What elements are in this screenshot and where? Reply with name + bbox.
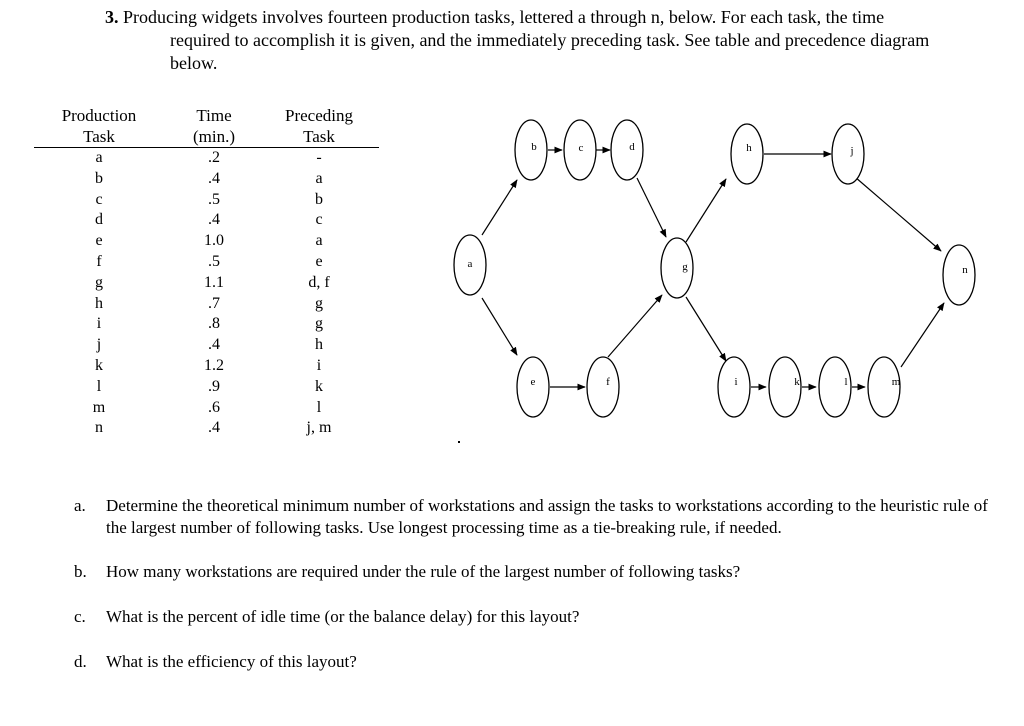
cell-task: n bbox=[95, 419, 103, 437]
node-label-b: b bbox=[531, 141, 537, 153]
cell-task: a bbox=[95, 149, 103, 166]
node-f bbox=[587, 357, 619, 417]
cell-task: e bbox=[95, 232, 103, 250]
question-text: What is the percent of idle time (or the balance delay) for this layout? bbox=[106, 607, 580, 626]
header-text: Task bbox=[83, 127, 115, 146]
node-label-j: j bbox=[850, 145, 854, 157]
table-row bbox=[34, 294, 379, 315]
problem-number: 3. bbox=[105, 7, 119, 27]
question-d bbox=[70, 651, 1000, 673]
question-text: What is the efficiency of this layout? bbox=[106, 652, 357, 671]
header-text: Production bbox=[61, 106, 137, 125]
cell-task: j bbox=[96, 336, 102, 354]
table-row bbox=[34, 314, 379, 335]
cell-preceding: c bbox=[315, 211, 323, 229]
cell-preceding: d, f bbox=[308, 273, 330, 291]
table-row bbox=[34, 148, 379, 169]
cell-time: .8 bbox=[208, 315, 220, 333]
precedence-diagram bbox=[440, 105, 985, 435]
node-label-c: c bbox=[578, 142, 584, 154]
node-label-i: i bbox=[734, 376, 738, 388]
cell-time: .4 bbox=[208, 211, 220, 229]
cell-task: m bbox=[92, 398, 106, 416]
cell-task: l bbox=[96, 377, 102, 395]
cell-preceding: j, m bbox=[306, 419, 332, 437]
cell-preceding: i bbox=[316, 356, 322, 374]
cell-task: i bbox=[96, 315, 102, 333]
header-production-task bbox=[34, 105, 164, 147]
table-header bbox=[34, 105, 379, 148]
node-n bbox=[943, 245, 975, 305]
table-body bbox=[34, 148, 379, 439]
header-text: Task bbox=[303, 127, 335, 146]
cell-preceding: h bbox=[315, 336, 323, 354]
table-row bbox=[34, 356, 379, 377]
node-label-d: d bbox=[629, 141, 635, 153]
table-row bbox=[34, 398, 379, 419]
node-label-a: a bbox=[467, 258, 473, 270]
table-row bbox=[34, 335, 379, 356]
cell-time: .7 bbox=[208, 294, 220, 312]
diagram-node-labels bbox=[468, 141, 969, 388]
cell-preceding: l bbox=[316, 398, 322, 416]
node-label-g: g bbox=[682, 261, 688, 273]
cell-time: .4 bbox=[208, 419, 220, 437]
arrow-g-i bbox=[686, 297, 726, 361]
problem-line-2: required to accomplish it is given, and the immediately preceding task. See table and precedence diagram bbox=[170, 30, 930, 50]
node-label-f: f bbox=[606, 376, 610, 388]
stray-dot bbox=[458, 441, 460, 443]
question-text: Determine the theoretical minimum number of workstations and assign the tasks to workstations according to the heuristic rule of the largest number of following tasks. Use longest processing time as a tie-breaking rule, if needed. bbox=[106, 496, 988, 537]
cell-preceding: e bbox=[315, 252, 323, 270]
diagram-nodes bbox=[454, 120, 975, 417]
cell-preceding: g bbox=[315, 315, 323, 333]
cell-time: 1.0 bbox=[204, 232, 224, 250]
arrow-j-n bbox=[855, 177, 941, 251]
node-h bbox=[731, 124, 763, 184]
cell-time: 1.2 bbox=[204, 356, 224, 374]
diagram-arrows bbox=[482, 150, 944, 387]
node-g bbox=[661, 238, 693, 298]
table-row bbox=[34, 190, 379, 211]
arrow-a-b bbox=[482, 180, 517, 235]
cell-time: .5 bbox=[208, 252, 220, 270]
cell-task: f bbox=[96, 252, 102, 270]
question-text: How many workstations are required under the rule of the largest number of following tasks? bbox=[106, 562, 741, 581]
cell-task: g bbox=[95, 273, 103, 291]
cell-task: h bbox=[95, 294, 103, 312]
cell-preceding: b bbox=[315, 190, 323, 208]
table-row bbox=[34, 252, 379, 273]
cell-time: .9 bbox=[208, 377, 220, 395]
arrow-d-g bbox=[637, 178, 666, 237]
node-label-h: h bbox=[746, 142, 752, 154]
node-j bbox=[832, 124, 864, 184]
arrow-m-n bbox=[901, 303, 944, 367]
cell-preceding: g bbox=[315, 294, 323, 312]
question-c bbox=[70, 606, 1000, 628]
cell-time: .4 bbox=[208, 336, 220, 354]
question-label: d. bbox=[74, 652, 87, 671]
table-row bbox=[34, 169, 379, 190]
arrow-f-g bbox=[608, 295, 662, 357]
header-time bbox=[174, 105, 254, 147]
cell-task: b bbox=[95, 169, 103, 187]
problem-statement bbox=[105, 6, 1005, 75]
question-a bbox=[70, 495, 1000, 539]
question-label: b. bbox=[74, 562, 87, 581]
node-label-e: e bbox=[530, 376, 536, 388]
cell-task: d bbox=[95, 211, 103, 229]
question-label: c. bbox=[74, 607, 86, 626]
header-preceding-task bbox=[269, 105, 369, 147]
table-row bbox=[34, 418, 379, 439]
questions bbox=[70, 495, 1000, 673]
header-text: Time bbox=[196, 106, 232, 125]
node-label-l: l bbox=[844, 376, 848, 388]
node-label-k: k bbox=[794, 376, 800, 388]
task-table bbox=[34, 105, 379, 439]
cell-time: .2 bbox=[208, 149, 220, 166]
question-b bbox=[70, 561, 1000, 583]
arrow-a-e bbox=[482, 298, 517, 355]
node-d bbox=[611, 120, 643, 180]
table-row bbox=[34, 377, 379, 398]
header-text: Preceding bbox=[285, 106, 353, 125]
problem-line-1: Producing widgets involves fourteen production tasks, lettered a through n, below. For each task, the time bbox=[123, 7, 885, 27]
cell-preceding: a bbox=[315, 169, 323, 187]
header-text: (min.) bbox=[192, 127, 236, 146]
table-row bbox=[34, 231, 379, 252]
cell-preceding: - bbox=[316, 149, 322, 166]
table-row bbox=[34, 273, 379, 294]
cell-task: c bbox=[95, 190, 103, 208]
cell-time: .5 bbox=[208, 190, 220, 208]
cell-task: k bbox=[95, 356, 103, 374]
arrow-g-h bbox=[686, 179, 726, 242]
cell-time: .4 bbox=[208, 169, 220, 187]
node-label-m: m bbox=[891, 376, 901, 388]
cell-preceding: a bbox=[315, 232, 323, 250]
node-label-n: n bbox=[962, 264, 968, 276]
cell-time: .6 bbox=[208, 398, 220, 416]
problem-line-3: below. bbox=[170, 53, 218, 73]
cell-preceding: k bbox=[315, 377, 323, 395]
cell-time: 1.1 bbox=[204, 273, 224, 291]
question-label: a. bbox=[74, 496, 86, 515]
table-row bbox=[34, 210, 379, 231]
